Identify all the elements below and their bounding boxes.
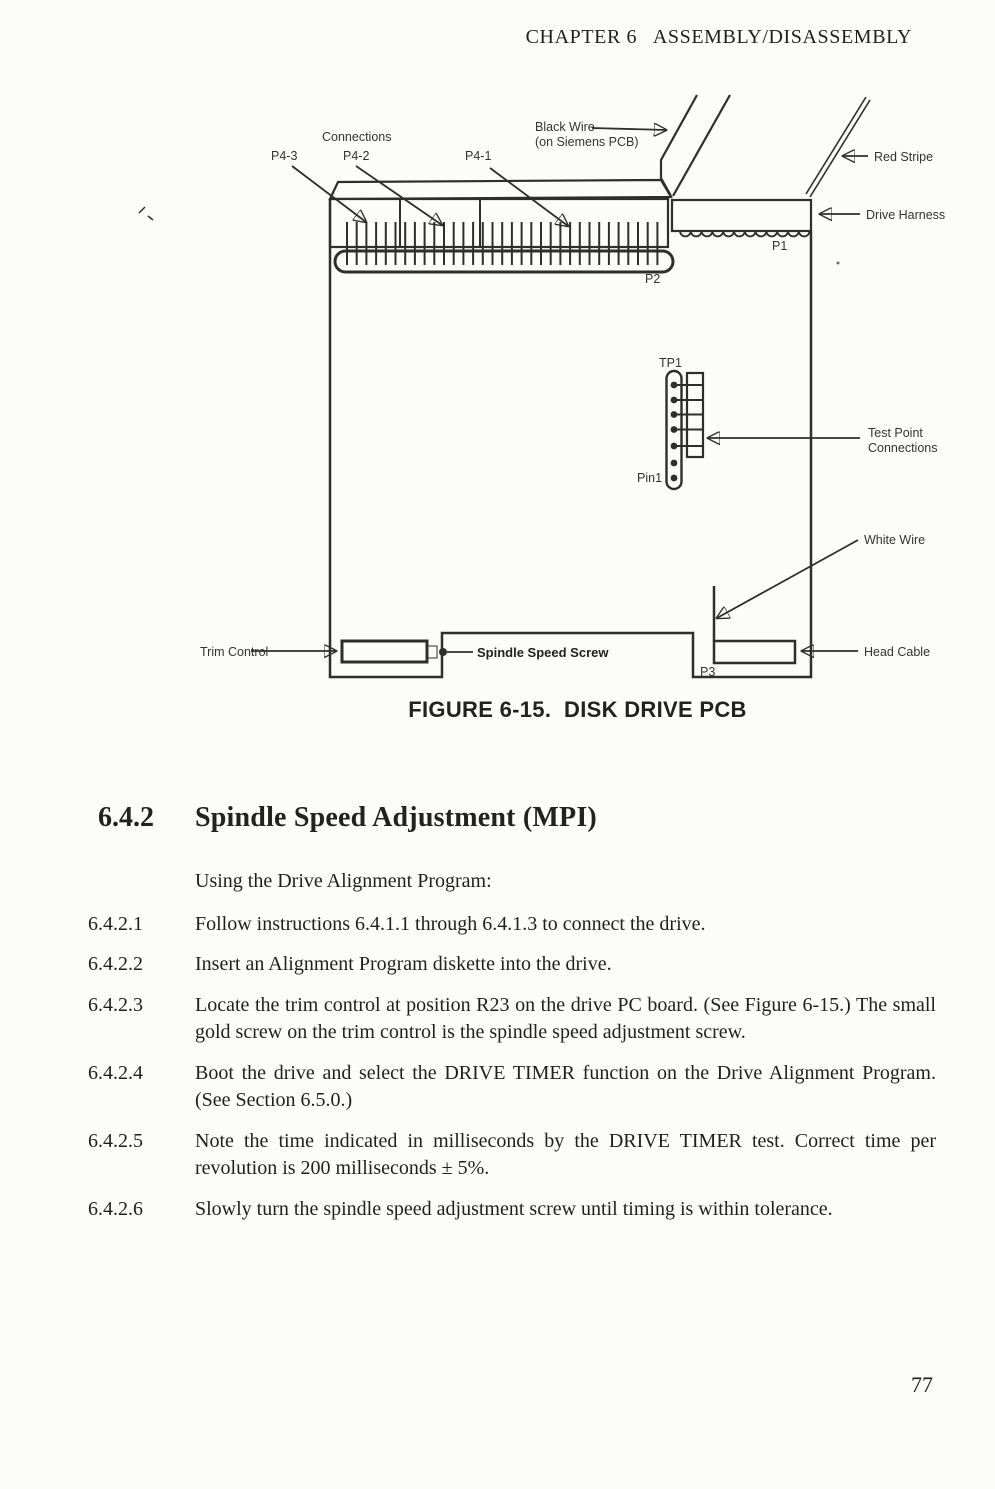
step-text: Slowly turn the spindle speed adjustment screw until timing is within tolerance. — [195, 1197, 833, 1220]
label-black-wire-2: (on Siemens PCB) — [535, 135, 639, 149]
section-number: 6.4.2 — [98, 802, 154, 833]
disk-drive-pcb-figure — [0, 85, 995, 697]
label-p2: P2 — [645, 272, 661, 286]
section-intro: Using the Drive Alignment Program: — [195, 870, 492, 892]
step-text: Insert an Alignment Program diskette into the drive. — [195, 953, 612, 975]
red-stripe-line — [806, 97, 870, 197]
label-trim-control: Trim Control — [200, 645, 269, 659]
label-p4-2: P4-2 — [343, 149, 370, 163]
step-number: 6.4.2.1 — [88, 912, 143, 935]
label-p3: P3 — [700, 665, 716, 679]
chapter-header: CHAPTER 6 ASSEMBLY/DISASSEMBLY — [525, 26, 912, 48]
section-body — [0, 868, 995, 1236]
step-item — [0, 1060, 995, 1115]
label-p4-1: P4-1 — [465, 149, 492, 163]
label-test-point-1: Test Point — [868, 426, 923, 440]
trim-control-pot — [342, 641, 427, 662]
step-item — [0, 1128, 995, 1183]
step-item — [0, 951, 995, 979]
page-number: 77 — [911, 1372, 933, 1397]
figure-caption: FIGURE 6-15. DISK DRIVE PCB — [408, 697, 747, 722]
drive-harness-connector — [672, 200, 811, 231]
step-text: Locate the trim control at position R23 on the drive PC board. (See Figure 6-15.) The small gold screw on the trim control is the spindle speed adjustment screw. — [195, 993, 936, 1043]
pin-comb — [347, 222, 657, 265]
black-wire-arrow — [592, 128, 666, 130]
label-tp1: TP1 — [659, 356, 682, 370]
section-title: Spindle Speed Adjustment (MPI) — [195, 802, 597, 833]
scan-speck — [837, 262, 840, 265]
label-red-stripe: Red Stripe — [874, 150, 934, 164]
label-test-point-2: Connections — [868, 441, 938, 455]
label-head-cable: Head Cable — [864, 645, 931, 659]
step-text: Follow instructions 6.4.1.1 through 6.4.1.3 to connect the drive. — [195, 912, 706, 935]
step-number: 6.4.2.3 — [88, 993, 143, 1016]
label-black-wire-1: Black Wire — [535, 120, 595, 134]
label-spindle-speed-screw: Spindle Speed Screw — [477, 645, 609, 660]
label-connections: Connections — [322, 130, 392, 144]
label-white-wire: White Wire — [864, 533, 926, 547]
p3-connector — [714, 641, 795, 663]
step-number: 6.4.2.4 — [88, 1061, 143, 1084]
white-wire-arrow — [717, 540, 858, 618]
label-pin1: Pin1 — [637, 471, 663, 485]
pen-mark — [139, 207, 153, 220]
step-item — [0, 911, 995, 939]
step-item — [0, 1196, 995, 1224]
spindle-screw-dot — [439, 648, 447, 656]
label-p1: P1 — [772, 239, 788, 253]
step-number: 6.4.2.2 — [88, 953, 143, 975]
step-text: Note the time indicated in milliseconds by the DRIVE TIMER test. Correct time per revolution is 200 milliseconds ± 5%. — [195, 1129, 936, 1179]
step-text: Boot the drive and select the DRIVE TIMER function on the Drive Alignment Program. (See Section 6.5.0.) — [195, 1061, 936, 1111]
step-item — [0, 992, 995, 1047]
label-drive-harness: Drive Harness — [866, 208, 946, 222]
label-p4-3: P4-3 — [271, 149, 298, 163]
step-number: 6.4.2.6 — [88, 1197, 143, 1220]
step-number: 6.4.2.5 — [88, 1129, 143, 1152]
black-wire-ribbon — [661, 95, 730, 196]
p4-connector-front — [330, 199, 668, 247]
